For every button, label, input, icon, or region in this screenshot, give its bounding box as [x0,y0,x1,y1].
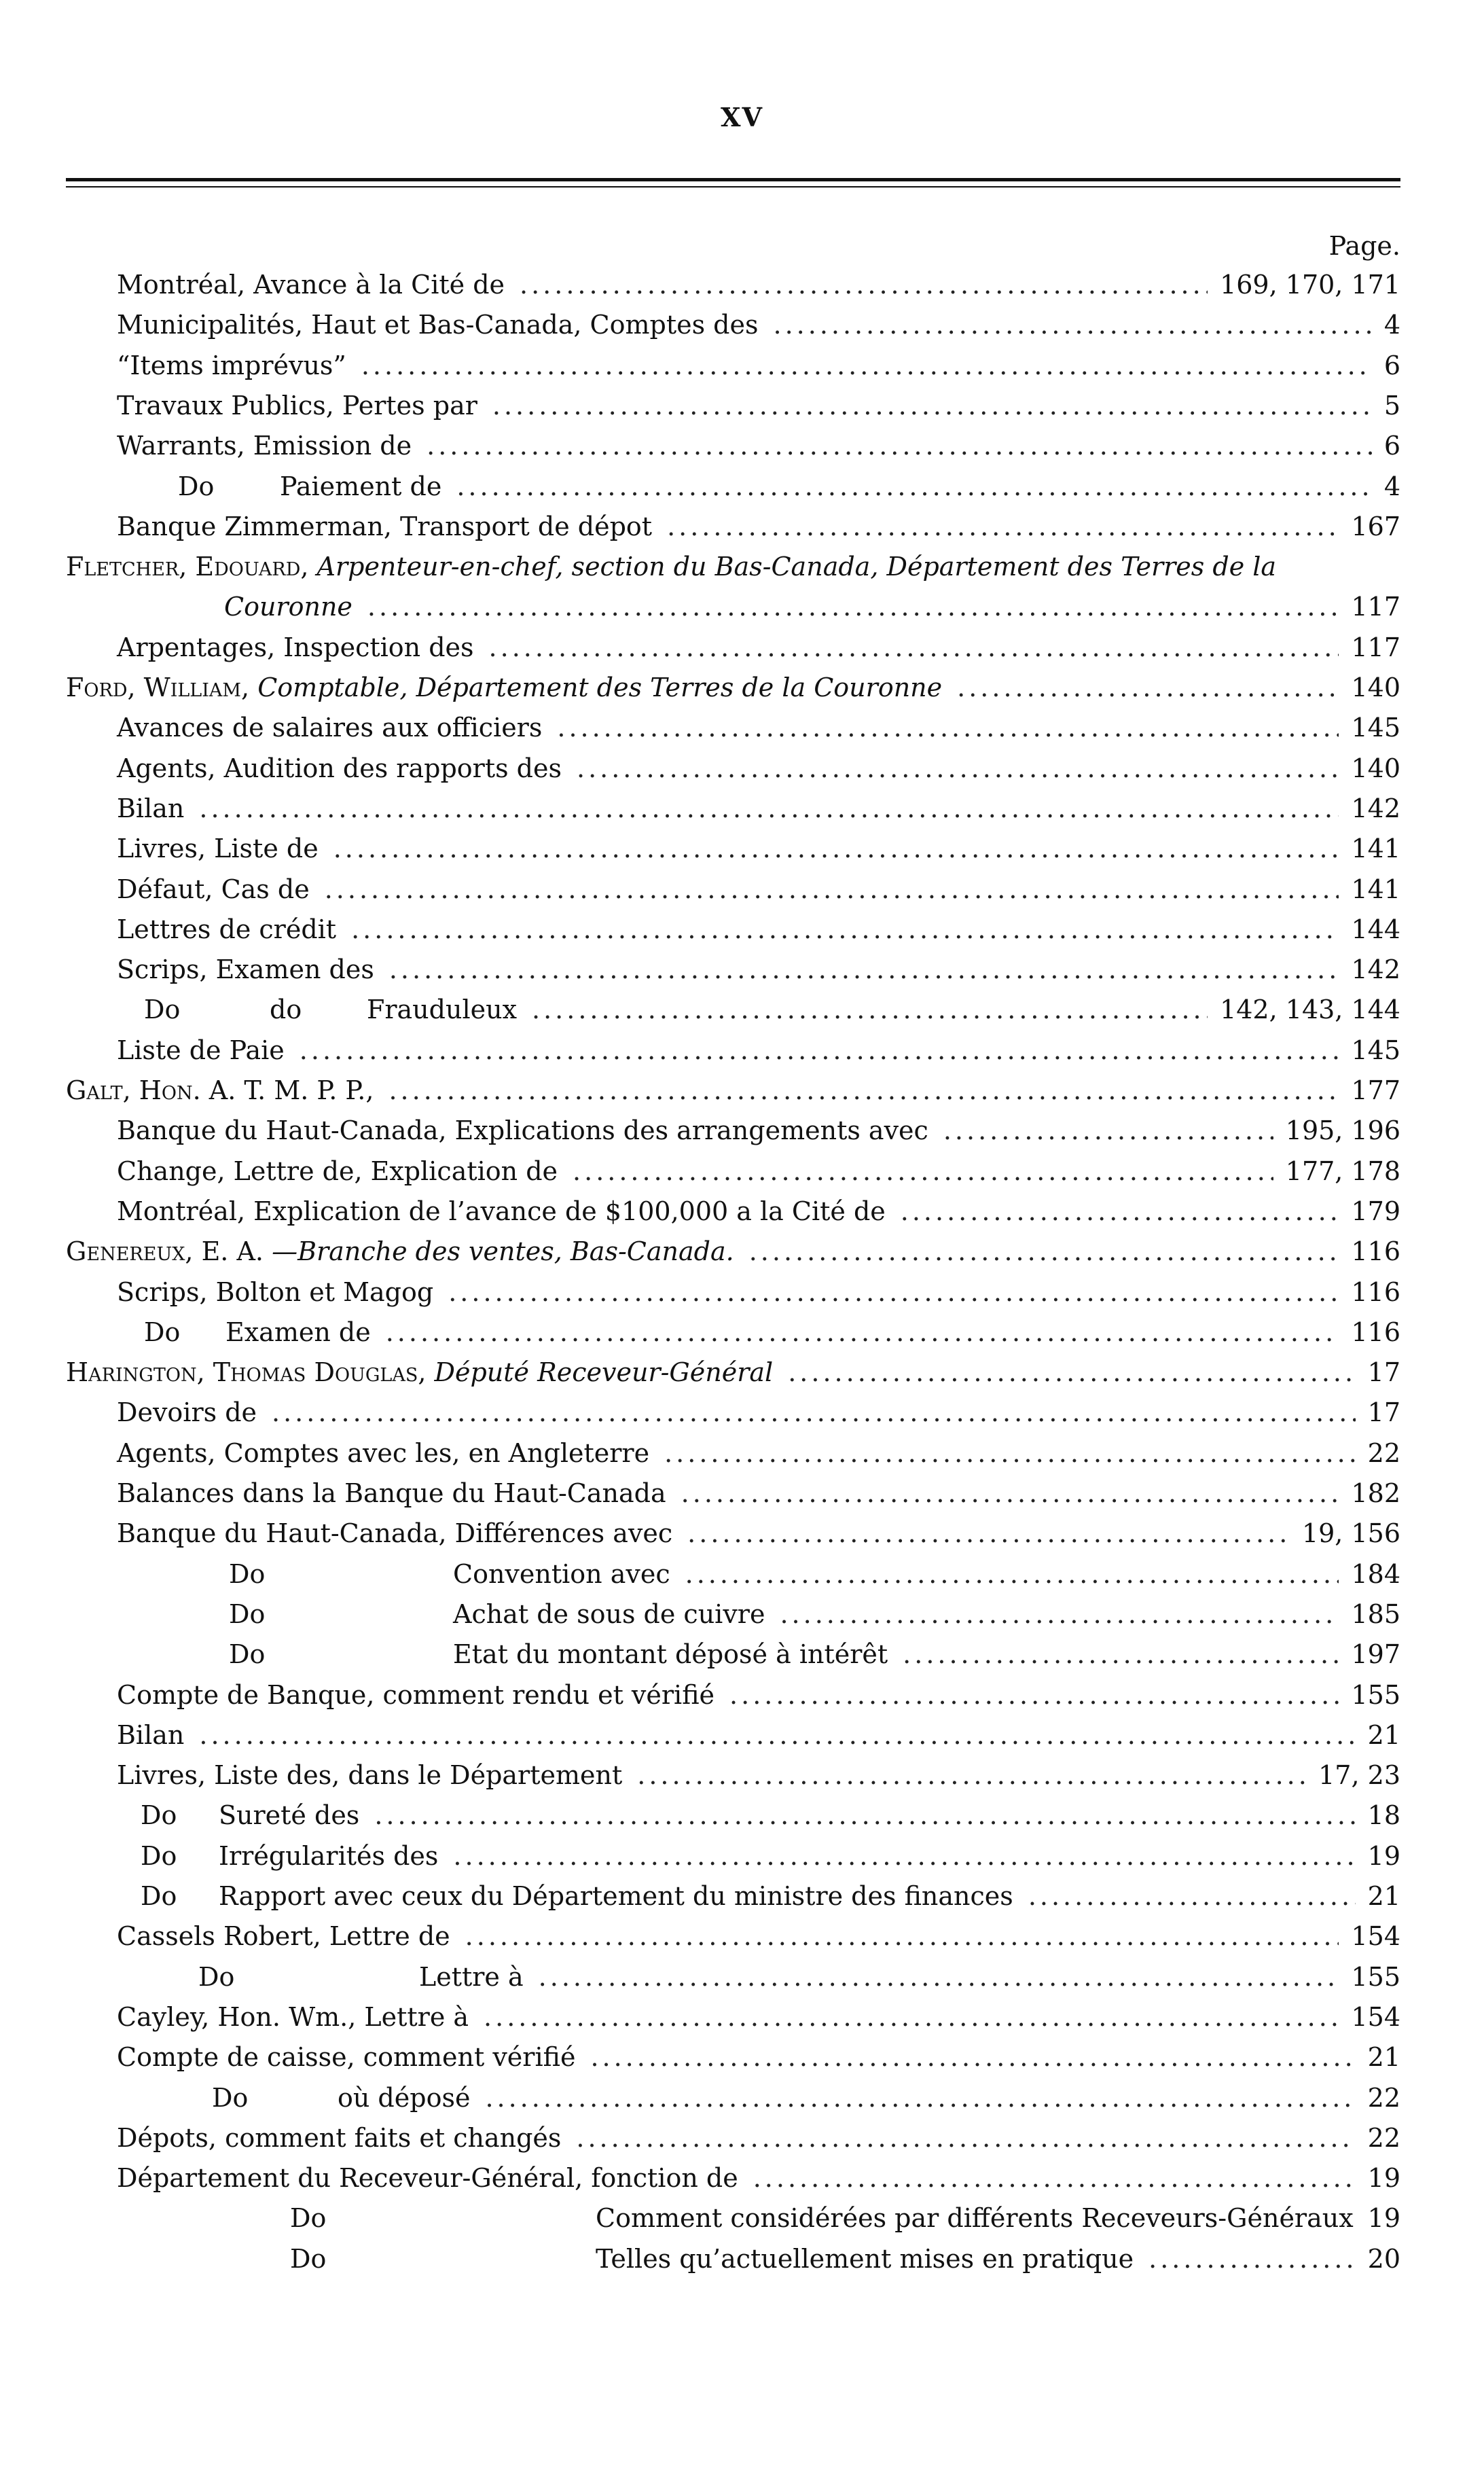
entry-text: Livres, Liste de [117,834,319,864]
index-entry-row [0,829,1484,868]
leader-dots [573,1152,1273,1191]
entry-label [117,2158,738,2198]
page-reference: 169, 170, 171 [1220,270,1400,300]
leader-dots [539,1957,1339,1997]
index-heading-row [0,668,1484,707]
entry-label [117,346,346,385]
leader-dots [453,1836,1355,1876]
entry-text: Travaux Publics, Pertes par [117,390,477,421]
index-entry-row [0,1997,1484,2037]
page-reference: 5 [1383,390,1400,421]
entry-subtext: Telles qu’actuellement mises en pratique [596,2243,1134,2274]
page-number: XV [721,102,763,132]
entry-subtext: Comment considérées par différents Receveurs-Généraux [596,2203,1354,2234]
page-reference: 141 [1351,834,1400,864]
page-reference: 167 [1351,511,1400,541]
entry-label [66,1071,374,1110]
entry-text: Municipalités, Haut et Bas-Canada, Comptes des [117,310,759,340]
page-reference: 145 [1351,1035,1400,1065]
entry-label [229,1594,265,1634]
page-reference: 17 [1367,1357,1400,1388]
index-entry-row [0,1916,1484,1956]
page-reference: 195, 196 [1285,1115,1400,1146]
entry-label [117,870,310,909]
entry-label [117,265,505,304]
entry-label [117,1111,928,1150]
index-entry-row [0,467,1484,506]
leader-dots [664,1433,1356,1473]
index-entry-row [0,1514,1484,1553]
page-reference: 116 [1351,1277,1400,1307]
page-reference: 21 [1367,2042,1400,2073]
entry-label [66,668,942,707]
entry-label [178,467,214,506]
leader-dots [199,789,1339,828]
entry-label [117,1675,714,1715]
page-reference: 6 [1383,350,1400,380]
page-reference: 179 [1351,1196,1400,1226]
page-reference: 21 [1367,1719,1400,1750]
leader-dots [492,386,1372,425]
entry-label [117,1152,558,1191]
index-entry-row [0,1594,1484,1634]
entry-text: Do [198,1961,235,1992]
page-reference: 145 [1351,713,1400,743]
entry-text: Banque du Haut-Canada, Explications des arrangements avec [117,1115,928,1146]
entry-label [141,1796,177,1835]
page-reference: 20 [1367,2243,1400,2274]
index-entry-row [0,1876,1484,1916]
entry-text: Montréal, Avance à la Cité de [117,270,505,300]
entry-text: Agents, Audition des rapports des [117,753,562,783]
entry-label [117,950,374,989]
entry-subtext: Paiement de [280,471,442,501]
entry-name: Fletcher, Edouard, [66,552,309,582]
index-entry-row [0,1111,1484,1150]
index-entry-row [0,507,1484,546]
entry-text: Do [229,1558,266,1589]
entry-title: Arpenteur-en-chef, section du Bas-Canada, Département des Terres de la [316,552,1277,582]
entry-text: Do [229,1599,266,1629]
leader-dots [774,305,1372,344]
page-reference: 197 [1351,1639,1400,1670]
entry-label [66,1353,773,1392]
entry-label [144,1313,180,1352]
index-entry-row [0,2118,1484,2158]
page-reference: 19 [1367,2163,1400,2194]
leader-dots [681,1474,1339,1513]
index-entry-row [0,1474,1484,1513]
entry-label [117,2037,575,2077]
leader-dots [590,2037,1355,2077]
index-entry-row [0,1635,1484,1674]
index-entry-row [0,305,1484,344]
leader-dots [456,467,1371,506]
page-reference: 140 [1351,753,1400,783]
page-reference: 182 [1351,1478,1400,1508]
entry-label [117,1433,649,1473]
entry-label [212,2078,248,2118]
leader-dots [667,507,1339,546]
page-reference: 22 [1367,1438,1400,1468]
leader-dots [367,587,1339,626]
index-entry-row [0,346,1484,385]
entry-text: Avances de salaires aux officiers [117,713,543,743]
entry-label [117,1997,469,2037]
leader-dots [577,749,1339,788]
entry-label [198,1957,234,1997]
entry-text: Do [141,1840,177,1871]
leader-dots [489,628,1339,667]
leader-dots [943,1111,1273,1150]
entry-subtext: Irrégularités des [219,1840,439,1871]
index-entry-row [0,265,1484,304]
index-entry-row [0,789,1484,828]
index-entry-row [0,2198,1484,2238]
entry-label [117,1272,433,1312]
entry-label [117,1474,666,1513]
entry-text: Arpentages, Inspection des [117,632,474,662]
page-reference: 19, 156 [1301,1518,1400,1549]
entry-label [117,1393,257,1432]
entry-text: Do [144,995,181,1025]
entry-title: Comptable, Département des Terres de la Couronne [257,673,943,702]
entry-label [224,587,352,626]
entry-text: Agents, Comptes avec les, en Angleterre [117,1438,650,1468]
page-reference: 6 [1383,431,1400,461]
page-reference: 18 [1367,1800,1400,1831]
page-column-header: Page. [1328,231,1400,261]
page-reference: 117 [1351,632,1400,662]
entry-label [141,1836,177,1876]
entry-text: Do [212,2082,249,2113]
leader-dots [753,2158,1356,2198]
index-entry-row [0,2078,1484,2118]
entry-label [290,2198,326,2238]
index-entry-row [0,990,1484,1029]
entry-label [117,708,542,747]
leader-dots [199,1715,1355,1755]
leader-dots [465,1916,1339,1956]
entry-label [117,1031,285,1070]
leader-dots [325,870,1339,909]
entry-text: Do [141,1881,177,1911]
leader-dots [333,829,1339,868]
entry-text: Devoirs de [117,1397,257,1428]
entry-label [144,990,180,1029]
leader-dots [685,1554,1339,1594]
entry-name: Ford, William, [66,673,250,702]
entry-subtext: Rapport avec ceux du Département du ministre des finances [219,1881,1013,1911]
entry-label [117,1192,886,1231]
index-entry-row [0,1152,1484,1191]
entry-subtext: Achat de sous de cuivre [453,1599,765,1629]
entry-label [117,2118,561,2158]
index-entry-row [0,1715,1484,1755]
leader-dots [300,1031,1339,1070]
entry-text: Change, Lettre de, Explication de [117,1156,558,1186]
entry-label [117,628,474,667]
index-entry-row [0,426,1484,465]
page-reference: 116 [1351,1236,1400,1267]
entry-name: Galt, Hon. A. T. M. P. P., [66,1075,374,1105]
entry-text: Dépots, comment faits et changés [117,2122,562,2153]
page-reference: 185 [1351,1599,1400,1629]
leader-dots [729,1675,1339,1715]
entry-subtext: Examen de [225,1317,371,1347]
entry-text: Bilan [117,793,185,823]
entry-subtext-2: Frauduleux [367,995,518,1025]
entry-text: Bilan [117,1719,185,1750]
entry-label [117,507,652,546]
page-reference: 4 [1383,471,1400,501]
entry-text: Montréal, Explication de l’avance de $100,000 a la Cité de [117,1196,886,1226]
page-reference: 19 [1367,1840,1400,1871]
index-entry-row [0,749,1484,788]
leader-dots [687,1514,1290,1553]
entry-name: Genereux, E. A. [66,1236,264,1267]
index-entry-row [0,708,1484,747]
page-reference: 17 [1367,1397,1400,1428]
page-reference: 22 [1367,2082,1400,2113]
index-entry-row [0,1957,1484,1997]
entry-text: Warrants, Emission de [117,431,412,461]
index-entry-row [0,1796,1484,1835]
page-reference: 21 [1367,1881,1400,1911]
leader-dots [788,1353,1355,1392]
page-reference: 184 [1351,1558,1400,1589]
page-reference: 155 [1351,1679,1400,1710]
index-entry-row [0,2158,1484,2198]
entry-subtext: do [270,995,302,1025]
header-rule-thin [66,186,1400,188]
page-reference: 141 [1351,874,1400,904]
entry-subtext: Convention avec [453,1558,670,1589]
entry-subtext: Etat du montant déposé à intérêt [453,1639,888,1670]
index-entry-row [0,1272,1484,1312]
index-entry-row [0,870,1484,909]
leader-dots [388,1071,1339,1110]
leader-dots [1028,1876,1356,1916]
index-entry-row [0,1675,1484,1715]
entry-text: Banque Zimmerman, Transport de dépot [117,511,653,541]
entry-text: Do [178,471,215,501]
entry-text: Compte de caisse, comment vérifié [117,2042,576,2073]
entry-text: Do [144,1317,181,1347]
leader-dots [557,708,1339,747]
entry-label [141,1876,177,1916]
index-heading-row [0,1232,1484,1271]
entry-label [117,426,412,465]
entry-subtext: Lettre à [419,1961,524,1992]
entry-label [117,910,336,949]
index-entry-row [0,1836,1484,1876]
entry-label [66,1232,734,1271]
leader-dots [389,950,1339,989]
leader-dots [427,426,1372,465]
entry-label [117,789,184,828]
index-heading-row [0,1353,1484,1392]
leader-dots [386,1313,1339,1352]
page-reference: 142 [1351,793,1400,823]
leader-dots [901,1192,1339,1231]
leader-dots [576,2118,1355,2158]
leader-dots [448,1272,1339,1312]
entry-label [117,1755,622,1795]
entry-text: Couronne [224,592,352,622]
leader-dots [351,910,1339,949]
index-entry-row [0,2239,1484,2279]
entry-text: Compte de Banque, comment rendu et vérifié [117,1679,715,1710]
page-reference: 19 [1367,2203,1400,2234]
leader-dots [485,2078,1355,2118]
entry-label [229,1554,265,1594]
index-entry-row [0,628,1484,667]
header-rule-thick [66,178,1400,181]
entry-text: Scrips, Examen des [117,954,374,985]
index-heading-row [0,547,1484,586]
leader-dots [957,668,1339,707]
index-entry-row [0,2037,1484,2077]
page-reference: 22 [1367,2122,1400,2153]
leader-dots [361,346,1372,385]
entry-label [117,386,477,425]
leader-dots [532,990,1208,1029]
index-entry-row [0,1755,1484,1795]
index-entry-row [0,1313,1484,1352]
entry-text: Cayley, Hon. Wm., Lettre à [117,2001,469,2032]
entry-text: Do [141,1800,177,1831]
entry-label [117,305,759,344]
entry-text: Scrips, Bolton et Magog [117,1277,434,1307]
entry-text: Do [290,2203,327,2234]
leader-dots [374,1796,1355,1835]
leader-dots [903,1635,1339,1674]
entry-subtext: Sureté des [219,1800,360,1831]
leader-dots [749,1232,1339,1271]
entry-text: Do [290,2243,327,2274]
page-reference: 144 [1351,914,1400,944]
leader-dots [637,1755,1306,1795]
index-entry-row [0,587,1484,626]
page-reference: 177, 178 [1285,1156,1400,1186]
page-reference: 154 [1351,1921,1400,1952]
entry-label [117,1715,184,1755]
page-reference: 142 [1351,954,1400,985]
entry-title: Député Receveur-Général [434,1357,774,1388]
leader-dots [520,265,1208,304]
index-entry-row [0,950,1484,989]
leader-dots [780,1594,1339,1634]
entry-text: Cassels Robert, Lettre de [117,1921,450,1952]
page-reference: 155 [1351,1961,1400,1992]
entry-label [117,1514,672,1553]
leader-dots [1148,2239,1356,2279]
page-reference: 4 [1383,310,1400,340]
entry-label [117,829,319,868]
entry-text: Département du Receveur-Général, fonction de [117,2163,738,2194]
index-entry-row [0,1433,1484,1473]
index-entry-row [0,1192,1484,1231]
entry-label [117,749,562,788]
entry-text: Liste de Paie [117,1035,285,1065]
page-reference: 117 [1351,592,1400,622]
index-heading-row [0,1071,1484,1110]
entry-label [117,1916,450,1956]
index-entry-row [0,910,1484,949]
index-entry-row [0,1393,1484,1432]
index-entry-row [0,386,1484,425]
page-reference: 177 [1351,1075,1400,1105]
entry-text: Lettres de crédit [117,914,337,944]
entry-name: Harington, Thomas Douglas, [66,1357,427,1388]
entry-text: Do [229,1639,266,1670]
leader-dots [272,1393,1356,1432]
entry-text: Banque du Haut-Canada, Différences avec [117,1518,673,1549]
index-entry-row [0,1031,1484,1070]
entry-text: “Items imprévus” [117,350,346,380]
page-reference: 116 [1351,1317,1400,1347]
page-reference: 17, 23 [1318,1760,1400,1791]
entry-subtext: où déposé [338,2082,471,2113]
entry-title: —Branche des ventes, Bas-Canada. [272,1236,734,1267]
page-reference: 142, 143, 144 [1220,995,1400,1025]
leader-dots [484,1997,1339,2037]
page-reference: 154 [1351,2001,1400,2032]
entry-text: Défaut, Cas de [117,874,310,904]
index-entry-row [0,1554,1484,1594]
entry-text: Livres, Liste des, dans le Département [117,1760,623,1791]
entry-label [66,547,1276,586]
entry-text: Balances dans la Banque du Haut-Canada [117,1478,666,1508]
entry-label [290,2239,326,2279]
page-reference: 140 [1351,673,1400,702]
entry-label [229,1635,265,1674]
